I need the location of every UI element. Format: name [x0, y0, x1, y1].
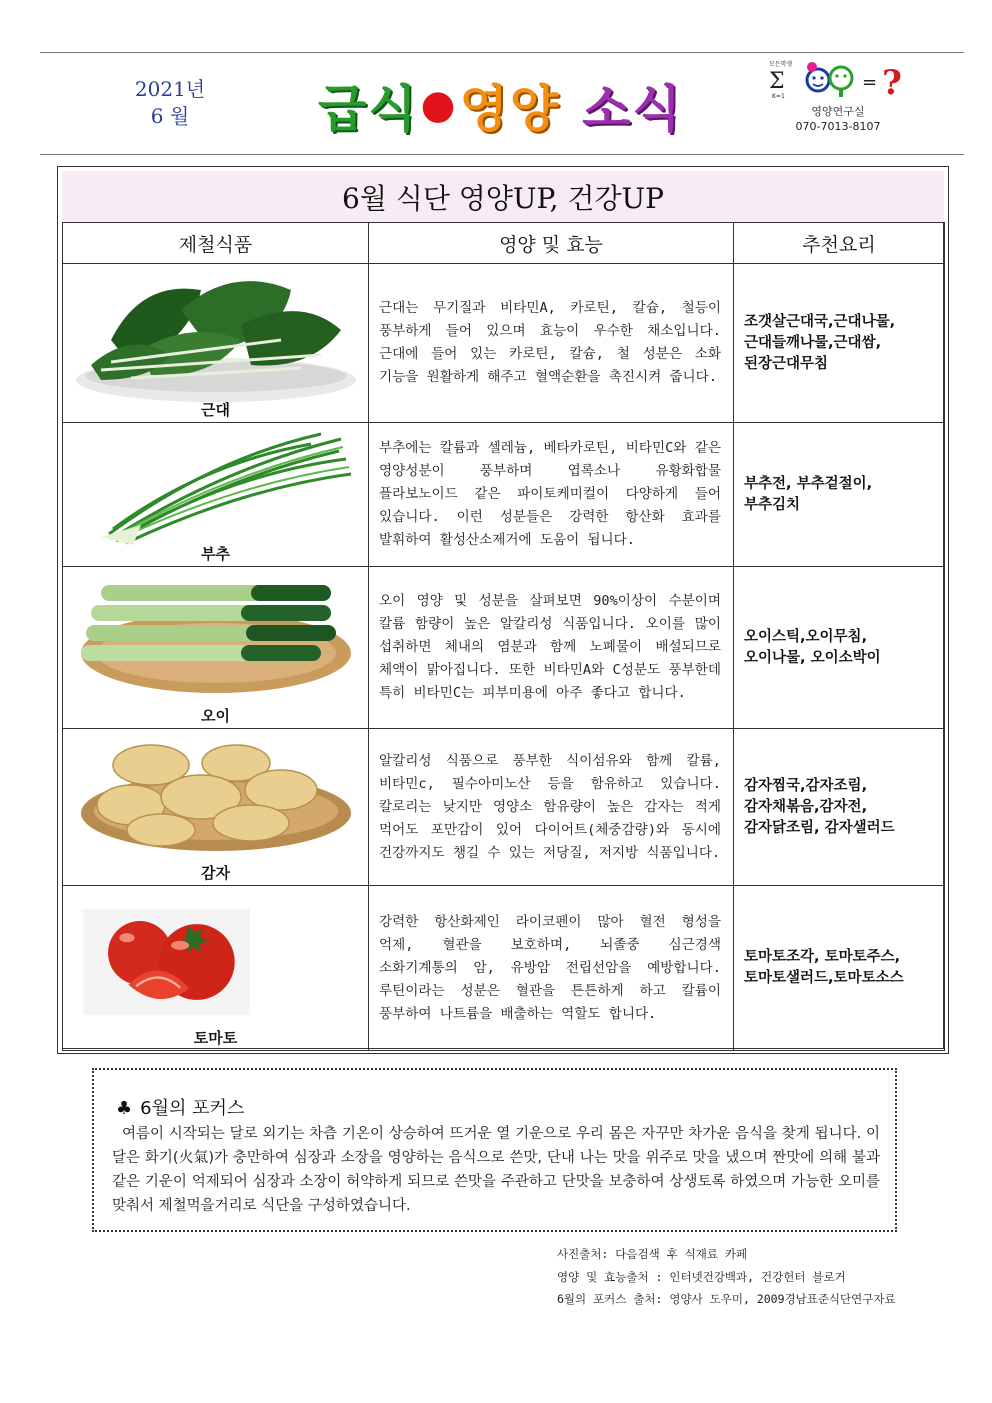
club-icon: ♣ [116, 1098, 133, 1119]
nutrition-text: 부추에는 칼륨과 셀레늄, 베타카로틴, 비타민C와 같은 영양성분이 풍부하며 엽록소나 유황화합물 플라보노이드 같은 파이토케미컬이 다양하게 들어 있습니다. 이런 성분들은 강력한 항산화 효과를 발휘하여 활성산소제거에 도움이 됩니다. [379, 440, 721, 548]
food-name: 토마토 [193, 1029, 238, 1047]
table-row [63, 729, 945, 886]
nutrition-text: 오이 영양 및 성분을 살펴보면 90%이상이 수분이며 칼륨 함량이 높은 알칼리성 식품입니다. 오이를 많이 섭취하면 체내의 염분과 함께 노폐물이 배설되므로 체액이 맑아집니다. 또한 비타민A와 C성분도 풍부한데 특히 비타민C는 피부미용에 아주 좋다고 합니다. [379, 593, 721, 701]
dishes-cell [734, 886, 945, 1051]
dish-line: 오이스틱,오이무침, [744, 628, 868, 645]
top-rule [40, 52, 964, 53]
cucumber-photo [71, 573, 361, 698]
source-nutrition: 영양 및 효능출처 : 인터넷건강백과, 건강헌터 블로거 [557, 1270, 846, 1284]
food-cell [63, 423, 369, 567]
nutrition-cell [369, 729, 734, 886]
chard-leaves-photo [71, 270, 361, 410]
seasonal-food-table [62, 222, 945, 1051]
food-name: 근대 [201, 401, 230, 419]
face-icon-2 [830, 67, 852, 89]
logo-caption: 모든학생 [769, 61, 793, 68]
dish-line: 조갯살근대국,근대나물, [744, 313, 896, 330]
nutrition-cell [369, 423, 734, 567]
dishes-cell [734, 729, 945, 886]
nutrition-text: 근대는 무기질과 비타민A, 카로틴, 칼슘, 철등이 풍부하게 들어 있으며 효능이 우수한 채소입니다. 근대에 들어 있는 카로틴, 칼슘, 철 성분은 소화 기능을 원활하게 해주고 혈액순환을 촉진시켜 줍니다. [379, 300, 721, 385]
dish-line: 감자닭조림, 감자샐러드 [744, 819, 895, 836]
nutrition-cell [369, 886, 734, 1051]
focus-title-text: 6월의 포커스 [140, 1098, 245, 1119]
food-name: 감자 [201, 864, 230, 882]
newsletter-title [318, 70, 683, 140]
title-part-nutrition: 영양 [459, 80, 561, 138]
dish-line: 부추김치 [744, 496, 801, 513]
column-header-dishes: 추천요리 [734, 223, 945, 264]
food-cell [63, 886, 369, 1051]
question-mark-icon: ? [882, 63, 902, 100]
dish-line: 된장근대무침 [744, 355, 829, 372]
lab-name: 영양연구실 [811, 105, 865, 118]
title-dot: ● [420, 82, 458, 128]
title-part-meal: 급식 [318, 80, 419, 138]
dish-line: 토마토샐러드,토마토소스 [744, 970, 904, 986]
potato-photo [71, 735, 361, 855]
dishes-cell [734, 423, 945, 567]
face-icon [807, 69, 829, 91]
tomato-photo [83, 892, 303, 1032]
dish-line: 부추전, 부추겉절이, [744, 475, 873, 492]
source-photo: 사진출처: 다음검색 후 식재료 카페 [557, 1247, 748, 1261]
dishes-cell [734, 264, 945, 423]
lab-phone: 070-7013-8107 [795, 120, 881, 133]
dish-line: 근대들깨나물,근대쌈, [744, 334, 882, 351]
logo-equals: = [862, 72, 878, 93]
food-cell [63, 567, 369, 729]
dish-line: 오이나물, 오이소박이 [744, 649, 881, 666]
sigma-icon: Σ [769, 69, 785, 94]
nutrition-cell [369, 264, 734, 423]
issue-year: 2021년 [134, 77, 206, 101]
focus-title [116, 1094, 244, 1120]
issue-month: 6 월 [150, 104, 190, 128]
dish-line: 토마토조각, 토마토주스, [744, 949, 901, 965]
food-name: 오이 [201, 707, 230, 725]
monthly-focus-box [92, 1068, 897, 1232]
nutrition-text: 알칼리성 식품으로 풍부한 식이섬유와 함께 칼륨, 비타민c, 필수아미노산 등을 함유하고 있습니다. 칼로리는 낮지만 영양소 함유량이 높은 감자는 적게 먹어도 포만감이 있어 다이어트(체중감량)와 동시에 건강까지도 챙길 수 있는 저당질, 저지방 식품입니다. [379, 752, 721, 861]
title-part-news: 소식 [582, 80, 683, 138]
column-header-food: 제철식품 [63, 223, 369, 264]
section-title: 6월 식단 영양UP, 건강UP [62, 171, 944, 223]
source-focus: 6월의 포커스 출처: 영양사 도우미, 2009경남표준식단연구자료 [557, 1292, 896, 1306]
table-row [63, 567, 945, 729]
table-row [63, 423, 945, 567]
header-bottom-rule [40, 154, 964, 155]
table-row [63, 264, 945, 423]
dish-line: 감자채볶음,감자전, [744, 798, 868, 815]
nutrition-cell [369, 567, 734, 729]
food-cell [63, 264, 369, 423]
lab-info [768, 104, 908, 134]
lab-logo [766, 58, 916, 100]
issue-date [125, 76, 215, 130]
column-header-nutrition: 영양 및 효능 [369, 223, 734, 264]
table-header-row [63, 223, 945, 264]
food-cell [63, 729, 369, 886]
svg-text:K=1: K=1 [772, 93, 785, 100]
table-row [63, 886, 945, 1051]
nutrition-text: 강력한 항산화제인 라이코펜이 많아 혈전 형성을 억제, 혈관을 보호하며, 뇌졸중 심근경색 소화기계통의 암, 유방암 전립선암을 예방합니다. 루틴이라는 성분은 혈관을 튼튼하게 하고 칼륨이 풍부하여 나트륨을 배출하는 역할도 합니다. [379, 913, 721, 1022]
focus-body: 여름이 시작되는 달로 외기는 차츰 기온이 상승하여 뜨거운 열 기운으로 우리 몸은 자꾸만 차가운 음식을 찾게 됩니다. 이 달은 화기(火氣)가 충만하여 심장과 소장을 영양하는 음식으로 쓴맛, 단내 나는 맛을 위주로 맛을 냈으며 짠맛에 의해 불과 같은 기운이 억제되어 심장과 소장이 허약하게 되므로 쓴맛을 주관하고 단맛을 보충하여 상생토록 하였으며 가능한 오미를 맞춰서 제철먹을거리로 식단을 구성하였습니다. [112, 1126, 880, 1214]
chives-photo [71, 429, 361, 549]
dishes-cell [734, 567, 945, 729]
dish-line: 감자찜국,감자조림, [744, 777, 868, 794]
food-name: 부추 [201, 545, 230, 563]
